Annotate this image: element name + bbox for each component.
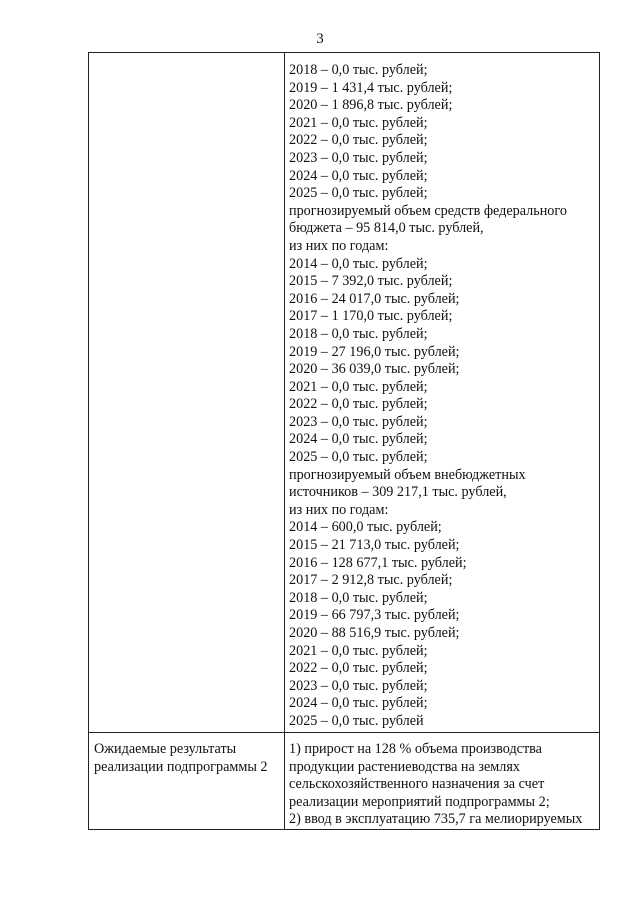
results-line: реализации мероприятий подпрограммы 2; bbox=[289, 793, 550, 810]
funding-line: 2017 – 2 912,8 тыс. рублей; bbox=[289, 572, 453, 589]
funding-line: 2016 – 128 677,1 тыс. рублей; bbox=[289, 554, 467, 571]
results-lines bbox=[285, 733, 599, 829]
results-label-line: реализации подпрограммы 2 bbox=[94, 758, 268, 775]
funding-line: 2020 – 36 039,0 тыс. рублей; bbox=[289, 361, 460, 378]
funding-line: 2022 – 0,0 тыс. рублей; bbox=[289, 660, 428, 677]
funding-line: 2023 – 0,0 тыс. рублей; bbox=[289, 677, 428, 694]
funding-line: 2016 – 24 017,0 тыс. рублей; bbox=[289, 290, 460, 307]
funding-lines bbox=[285, 53, 599, 731]
funding-line: 2021 – 0,0 тыс. рублей; bbox=[289, 114, 428, 131]
funding-line: 2018 – 0,0 тыс. рублей; bbox=[289, 589, 428, 606]
funding-line: из них по годам: bbox=[289, 501, 389, 518]
funding-line: 2018 – 0,0 тыс. рублей; bbox=[289, 325, 428, 342]
results-label bbox=[89, 733, 284, 776]
funding-label bbox=[89, 53, 284, 62]
funding-line: 2017 – 1 170,0 тыс. рублей; bbox=[289, 308, 453, 325]
funding-line: 2020 – 88 516,9 тыс. рублей; bbox=[289, 625, 460, 641]
funding-line: из них по годам: bbox=[289, 237, 389, 254]
funding-line: 2022 – 0,0 тыс. рублей; bbox=[289, 132, 428, 149]
funding-line: 2019 – 1 431,4 тыс. рублей; bbox=[289, 79, 453, 96]
funding-values-cell bbox=[285, 53, 600, 733]
funding-row bbox=[89, 53, 600, 733]
funding-line: 2022 – 0,0 тыс. рублей; bbox=[289, 396, 428, 413]
funding-line: 2019 – 27 196,0 тыс. рублей; bbox=[289, 343, 460, 360]
funding-line: 2019 – 66 797,3 тыс. рублей; bbox=[289, 607, 460, 624]
funding-line: 2024 – 0,0 тыс. рублей; bbox=[289, 431, 428, 448]
funding-line: прогнозируемый объем средств федерального bbox=[289, 202, 567, 219]
results-line: сельскохозяйственного назначения за счет bbox=[289, 776, 545, 793]
funding-line: 2014 – 0,0 тыс. рублей; bbox=[289, 255, 428, 272]
passport-table bbox=[88, 52, 600, 830]
funding-line: 2015 – 21 713,0 тыс. рублей; bbox=[289, 537, 460, 554]
funding-line: 2025 – 0,0 тыс. рублей; bbox=[289, 449, 428, 466]
funding-line: 2024 – 0,0 тыс. рублей; bbox=[289, 695, 428, 712]
results-line: 1) прирост на 128 % объема производства bbox=[289, 741, 542, 757]
funding-line: 2021 – 0,0 тыс. рублей; bbox=[289, 642, 428, 659]
results-label-line: Ожидаемые результаты bbox=[94, 741, 237, 757]
funding-line: 2025 – 0,0 тыс. рублей; bbox=[289, 185, 428, 202]
funding-line: 2021 – 0,0 тыс. рублей; bbox=[289, 378, 428, 395]
funding-line: 2025 – 0,0 тыс. рублей bbox=[289, 712, 424, 729]
funding-line: 2024 – 0,0 тыс. рублей; bbox=[289, 167, 428, 184]
funding-label-cell bbox=[89, 53, 285, 733]
funding-line: 2023 – 0,0 тыс. рублей; bbox=[289, 413, 428, 430]
results-label-cell bbox=[89, 733, 285, 830]
funding-line: 2014 – 600,0 тыс. рублей; bbox=[289, 519, 442, 536]
funding-line: источников – 309 217,1 тыс. рублей, bbox=[289, 484, 507, 501]
results-line: 2) ввод в эксплуатацию 735,7 га мелиорируемых bbox=[289, 811, 583, 828]
results-line: продукции растениеводства на землях bbox=[289, 758, 520, 775]
page-number: 3 bbox=[316, 31, 324, 47]
funding-line: 2023 – 0,0 тыс. рублей; bbox=[289, 149, 428, 166]
funding-line: 2020 – 1 896,8 тыс. рублей; bbox=[289, 97, 453, 114]
funding-line: прогнозируемый объем внебюджетных bbox=[289, 466, 526, 483]
results-row bbox=[89, 733, 600, 830]
funding-line: 2018 – 0,0 тыс. рублей; bbox=[289, 62, 428, 78]
funding-line: 2015 – 7 392,0 тыс. рублей; bbox=[289, 273, 453, 290]
funding-line: бюджета – 95 814,0 тыс. рублей, bbox=[289, 220, 484, 237]
results-values-cell bbox=[285, 733, 600, 830]
